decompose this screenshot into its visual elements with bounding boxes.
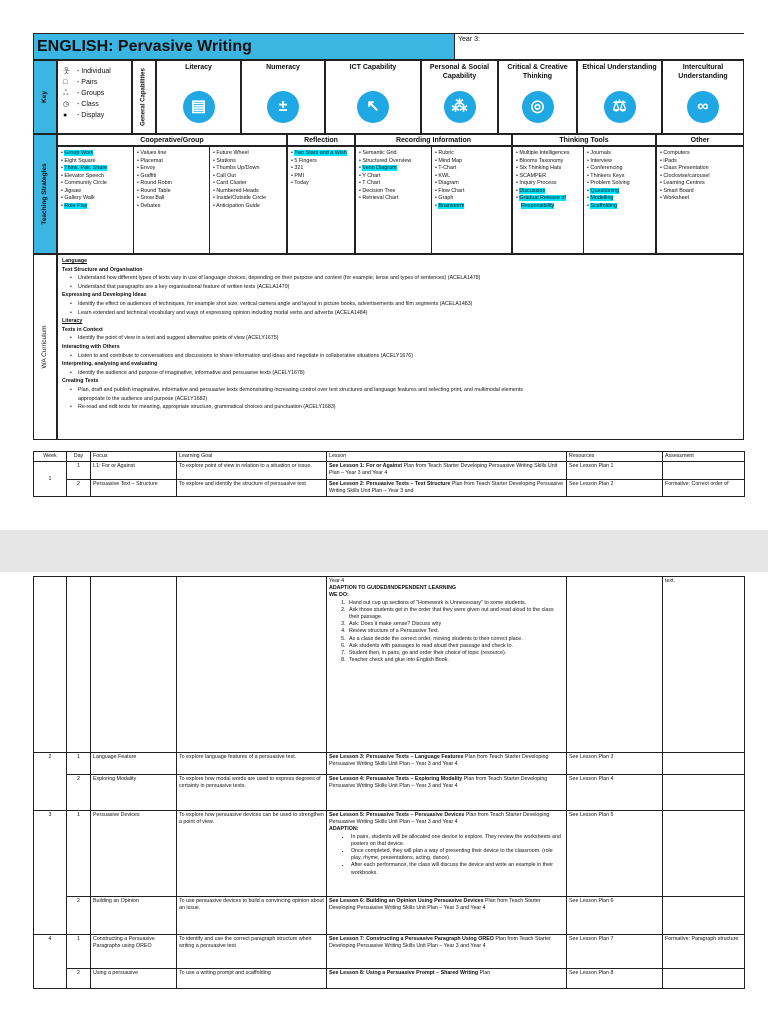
day-cell: 1	[67, 811, 91, 897]
strategy-item: • Semantic Grid	[359, 150, 429, 158]
strategy-item: • Values line	[137, 150, 207, 158]
numeracy-icon: ±	[267, 91, 299, 123]
capability-numeracy: Numeracy ±	[241, 60, 325, 134]
year-field[interactable]: Year 3:	[454, 34, 745, 59]
strategies-side-label: Teaching Strategies	[33, 134, 57, 254]
goal-cell: To explore how persuasive devices can be used to strengthen a point of view.	[177, 811, 327, 897]
day-cell: 2	[67, 479, 91, 496]
we-do-heading: WE DO:	[329, 592, 349, 599]
strategy-item: • Class Presentation	[660, 165, 741, 173]
strategy-item: • Anticipation Guide	[213, 203, 284, 211]
list-item: 7. Student then, in pairs, go and order their choice of topic (resource).	[347, 650, 564, 657]
strategy-item: • Flow Chart	[435, 188, 509, 196]
individual-icon: 웃	[63, 68, 70, 75]
goal-cell: To explore how modal words are used to express degrees of certainty in persuasive texts.	[177, 775, 327, 811]
display-icon: ●	[63, 112, 68, 119]
capability-personal-social: Personal & Social Capability ⁂	[421, 60, 498, 134]
sub-heading: Texts in Context	[62, 326, 103, 333]
strategy-item: • Community Circle	[61, 180, 131, 188]
strategy-item: • Scaffolding	[587, 203, 653, 211]
goal-cell	[177, 577, 327, 753]
strategy-head-reflection: Reflection	[287, 134, 355, 146]
strategy-item: • Round Robin	[137, 180, 207, 188]
list-item: 2. Ask those students get in the order that they were given out and read aloud to the class their passage.	[347, 607, 564, 621]
capability-literacy: Literacy ▤	[156, 60, 241, 134]
list-item: • Once completed, they will plan a way of presenting their device to the classroom. (role play, rhyme, presentations, acting, dance).	[351, 848, 564, 862]
strategy-list-thinking-1	[512, 146, 584, 254]
day-cell: 2	[67, 775, 91, 811]
strategy-head-other: Other	[656, 134, 744, 146]
strategy-head-thinking: Thinking Tools	[512, 134, 656, 146]
resources-cell	[567, 577, 663, 753]
week-cell	[34, 577, 67, 753]
goal-cell: To use persuasive devices to build a convincing opinion about an issue.	[177, 897, 327, 935]
strategy-item: • Journals	[587, 150, 653, 158]
table-row	[34, 462, 745, 479]
assessment-cell	[663, 462, 745, 479]
strategy-item: • Structured Overview	[359, 158, 429, 166]
strategy-list-recording-1	[355, 146, 432, 254]
resources-cell: See Lesson Plan 5	[567, 811, 663, 897]
resources-cell: See Lesson Plan 8	[567, 969, 663, 989]
outcome-item: • Re-read and edit texts for meaning, appropriate structure, grammatical choices and punctuation (ACELY1683)	[62, 403, 739, 412]
strategy-item: • Stations	[213, 158, 284, 166]
strategy-item: • Multiple Intelligences	[516, 150, 581, 158]
critical-thinking-icon: ◎	[522, 91, 554, 123]
strategy-item: • Debates	[137, 203, 207, 211]
key-item: 웃 - Individual	[63, 68, 111, 75]
sub-heading: Expressing and Developing Ideas	[62, 292, 147, 299]
intercultural-icon: ∞	[687, 91, 719, 123]
goal-cell: To use a writing prompt and scaffolding	[177, 969, 327, 989]
assessment-cell: text.	[663, 577, 745, 753]
strategy-item: • Six Thinking Hats	[516, 165, 581, 173]
strategy-item: • 321	[291, 165, 352, 173]
goal-cell: To identify and use the correct paragraph structure when writing a persuasive text.	[177, 935, 327, 969]
ethical-icon: ⚖	[604, 91, 636, 123]
strategy-item: • Questioning	[587, 188, 653, 196]
resources-cell: See Lesson Plan 2	[567, 479, 663, 496]
lesson-cell: See Lesson 7: Constructing a Persuasive Paragraph Using OREO Plan from Teach Starter Developing Persuasive Writing Skills Unit Plan – Year 3 and Year 4	[327, 935, 567, 969]
lesson-cell: See Lesson 1: For or Against Plan from Teach Starter Developing Persuasive Writing Skills Unit Plan – Year 3 and Year 4	[327, 462, 567, 479]
adaption-heading: ADAPTION TO GUIDED/INDEPENDENT LEARNING	[329, 585, 457, 592]
strategy-item: • Worksheet	[660, 195, 741, 203]
class-icon: ◷	[63, 101, 70, 108]
strategy-item: • Gradual Release of Responsibility	[516, 195, 581, 210]
strategy-item: • KWL	[435, 173, 509, 181]
strategy-list-coop-1	[57, 146, 134, 254]
column-header: Learning Goal	[177, 452, 327, 462]
strategy-list-coop-2	[134, 146, 210, 254]
focus-cell: Using a persuasive	[91, 969, 177, 989]
strategy-item: • Card Cluster	[213, 180, 284, 188]
column-header: Assessment	[663, 452, 745, 462]
table-row	[34, 935, 745, 969]
strategy-item: • Computers	[660, 150, 741, 158]
outcome-item: • Identify the point of view in a text and suggest alternative points of view (ACELY1675)	[62, 334, 739, 343]
sub-heading: Interpreting, analysing and evaluating	[62, 361, 158, 368]
strategy-head-recording: Recording Information	[355, 134, 512, 146]
strategy-item: • Modelling	[587, 195, 653, 203]
assessment-cell	[663, 897, 745, 935]
strategy-item: • Mind Map	[435, 158, 509, 166]
outcome-item: • Understand how different types of texts vary in use of language choices, depending on their purpose and context (for example, tense and types of sentences) (ACELA1478)	[62, 274, 739, 283]
strategy-item: • Think. Pair. Share	[61, 165, 131, 173]
strategy-item: • Graph	[435, 195, 509, 203]
strategy-item: • Blooms Taxonomy	[516, 158, 581, 166]
sub-heading: Interacting with Others	[62, 343, 120, 350]
lesson-table-continued	[33, 576, 745, 989]
strategy-item: • SCAMPER	[516, 173, 581, 181]
pairs-icon: □	[63, 79, 68, 86]
groups-icon: ஃ	[63, 90, 69, 97]
section-heading: Language	[62, 258, 88, 264]
strategy-item: • Thinkers Keys	[587, 173, 653, 181]
strategy-item: • Brainstorm	[435, 203, 509, 211]
strategy-item: • Inquiry Process	[516, 180, 581, 188]
strategy-item: • Venn Diagram	[359, 165, 429, 173]
curriculum-outcomes	[57, 254, 744, 440]
assessment-cell	[663, 811, 745, 897]
resources-cell: See Lesson Plan 4	[567, 775, 663, 811]
strategy-head-cooperative: Cooperative/Group	[57, 134, 287, 146]
strategy-list-reflection	[287, 146, 355, 254]
strategy-item: • Problem Solving	[587, 180, 653, 188]
personal-social-icon: ⁂	[444, 91, 476, 123]
day-cell: 1	[67, 462, 91, 479]
capability-ethical: Ethical Understanding ⚖	[577, 60, 662, 134]
strategy-item: • Discussion	[516, 188, 581, 196]
strategy-item: • Smart Board	[660, 188, 741, 196]
outcome-item: • Plan, draft and publish imaginative, informative and persuasive texts demonstrating increasing control over text structures and language features and selecting print, and multimodal elements	[62, 386, 739, 395]
capability-ict: ICT Capability ↖	[325, 60, 421, 134]
outcome-item-continued: appropriate to the audience and purpose (ACELY1682)	[78, 395, 208, 402]
outcome-item: • Identify the effect on audiences of techniques, for example shot size, vertical camera angle and layout in picture books, advertisements and film segments (ACELA1483)	[62, 300, 739, 309]
strategy-list-recording-2	[432, 146, 512, 254]
strategy-item: • Snow Ball	[137, 195, 207, 203]
key-legend	[57, 60, 132, 134]
strategy-item: • 5 Fingers	[291, 158, 352, 166]
page-title: ENGLISH: Pervasive Writing	[37, 38, 252, 55]
key-side-label: Key	[33, 60, 57, 134]
strategy-item: • Decision Tree	[359, 188, 429, 196]
focus-cell	[91, 577, 177, 753]
table-row	[34, 897, 745, 935]
column-header: Focus	[91, 452, 177, 462]
strategy-item: • Today	[291, 180, 352, 188]
outcome-item: • Identify the audience and purpose of imaginative, informative and persuasive texts (ACELY1678)	[62, 369, 739, 378]
literacy-icon: ▤	[183, 91, 215, 123]
strategy-item: • Group Work	[61, 150, 131, 158]
day-cell: 2	[67, 897, 91, 935]
list-item: 5. As a class decide the correct order, moving students to their correct place.	[347, 636, 564, 643]
list-item: 4. Review structure of a Persuasive Text.	[347, 628, 564, 635]
ict-icon: ↖	[357, 91, 389, 123]
strategy-item: • Placemat	[137, 158, 207, 166]
strategy-item: • Numbered Heads	[213, 188, 284, 196]
resources-cell: See Lesson Plan 1	[567, 462, 663, 479]
lesson-cell: See Lesson 2: Persuasive Texts – Text Structure Plan from Teach Starter Developing Persuasive Writing Skills Unit Plan – Year 3 and	[327, 479, 567, 496]
lesson-table	[33, 451, 745, 497]
resources-cell: See Lesson Plan 3	[567, 753, 663, 775]
capability-intercultural: Intercultural Understanding ∞	[662, 60, 744, 134]
key-item: □ - Pairs	[63, 79, 98, 86]
table-row	[34, 969, 745, 989]
lesson-cell: See Lesson 6: Building an Opinion Using Persuasive Devices Plan from Teach Starter Developing Persuasive Writing Skills Unit Plan – Year 3 and Year 4	[327, 897, 567, 935]
strategy-item: • Inside/Outside Circle	[213, 195, 284, 203]
resources-cell: See Lesson Plan 6	[567, 897, 663, 935]
column-header: Week	[34, 452, 67, 462]
lesson-cell: See Lesson 5: Persuasive Texts – Persuasive Devices Plan from Teach Starter Developing Persuasive Writing Skills Unit Plan – Year 3 and Year 4 ADAPTION: • In pairs, students will be allocated one device to explore. They review the worksheets and posters on that device. • Once completed, they will plan a way of presenting their device to the classroom. (role play, rhyme, presentations, acting, dance). • After each performance, the class will discuss the device and write an example in their workbooks.	[327, 811, 567, 897]
focus-cell: Building an Opinion	[91, 897, 177, 935]
strategy-item: • Future Wheel	[213, 150, 284, 158]
lesson-cell: See Lesson 3: Persuasive Texts – Language Features Plan from Teach Starter Developing Persuasive Writing Skills Unit Plan – Year 3 and Year 4	[327, 753, 567, 775]
key-item: ஃ - Groups	[63, 90, 105, 97]
strategy-item: • Gallery Walk	[61, 195, 131, 203]
strategy-item: • Round Table	[137, 188, 207, 196]
list-item: • In pairs, students will be allocated one device to explore. They review the worksheets and posters on that device.	[351, 834, 564, 848]
strategy-item: • Rubric	[435, 150, 509, 158]
lesson-cell: See Lesson 4: Persuasive Texts – Exploring Modality Plan from Teach Starter Developing Persuasive Writing Skills Unit Plan – Year 3 and Year 4	[327, 775, 567, 811]
adaption-heading: ADAPTION:	[329, 826, 359, 833]
list-item: • After each performance, the class will discuss the device and write an example in their workbooks.	[351, 862, 564, 876]
strategy-item: • Interview	[587, 158, 653, 166]
focus-cell: Language Feature	[91, 753, 177, 775]
column-header: Day	[67, 452, 91, 462]
outcome-item: • Learn extended and technical vocabulary and ways of expressing opinion including modal verbs and adverbs (ACELA1484)	[62, 309, 739, 318]
goal-cell: To explore language features of a persuasive text.	[177, 753, 327, 775]
assessment-cell	[663, 753, 745, 775]
assessment-cell	[663, 969, 745, 989]
focus-cell: Constructing a Persuasive Paragraphs using OREO	[91, 935, 177, 969]
lesson-steps	[329, 600, 564, 665]
strategy-item: • Conferencing	[587, 165, 653, 173]
strategy-item: • Eight Square	[61, 158, 131, 166]
sub-heading: Text Structure and Organisation	[62, 266, 143, 273]
strategy-item: • Jigsaw	[61, 188, 131, 196]
adaption-bullets	[329, 834, 564, 877]
strategy-list-thinking-2	[584, 146, 656, 254]
strategy-list-coop-3	[210, 146, 287, 254]
strategy-item: • Retrieval Chart	[359, 195, 429, 203]
day-cell: 2	[67, 969, 91, 989]
assessment-cell	[663, 775, 745, 811]
list-item: 1. Hand out cup up sections of "Homework is Unnecessary" to some students.	[347, 600, 564, 607]
strategy-item: • Envoy	[137, 165, 207, 173]
week-cell: 1	[34, 462, 67, 497]
outcome-item: • Listen to and contribute to conversations and discussions to share information and ideas and negotiate in collaborative situations (ACELY1676)	[62, 352, 739, 361]
strategy-item: • Two Stars and a Wish	[291, 150, 352, 158]
assessment-cell: Formative: Paragraph structure	[663, 935, 745, 969]
day-cell: 1	[67, 753, 91, 775]
strategy-item: • Clockwise/carousel	[660, 173, 741, 181]
curriculum-side-label: WA Curriculum	[33, 254, 57, 440]
strategy-item: • Diagram	[435, 180, 509, 188]
lesson-cell: See Lesson 8: Using a Persuasive Prompt – Shared Writing Plan	[327, 969, 567, 989]
strategy-item: • Elevator Speech	[61, 173, 131, 181]
strategy-item: • T Chart	[359, 180, 429, 188]
table-header-row	[34, 452, 745, 462]
key-item: ● - Display	[63, 112, 105, 119]
table-row	[34, 775, 745, 811]
table-row	[34, 577, 745, 753]
strategy-list-other	[656, 146, 744, 254]
list-item: 6. Ask students with passages to read aloud their passage and check to.	[347, 643, 564, 650]
goal-cell: To explore and identify the structure of persuasive text	[177, 479, 327, 496]
strategy-item: • iPads	[660, 158, 741, 166]
table-row	[34, 753, 745, 775]
strategy-item: • Call Out	[213, 173, 284, 181]
week-cell: 3	[34, 811, 67, 935]
focus-cell: Persuasive Devices	[91, 811, 177, 897]
key-item: ◷ - Class	[63, 101, 99, 108]
strategy-item: • Graffiti	[137, 173, 207, 181]
focus-cell: Exploring Modality	[91, 775, 177, 811]
week-cell: 2	[34, 753, 67, 811]
table-row	[34, 811, 745, 897]
lesson-cell: Year 4 ADAPTION TO GUIDED/INDEPENDENT LEARNING WE DO: 1. Hand out cup up sections of "Homework is Unnecessary" to some students. 2. Ask those students get in the order that they were given out and read aloud to the class their passage. 3. Ask: Does it make sense? Discuss why 4. Review structure of a Persuasive Text. 5. As a class decide the correct order, moving students to their correct place. 6. Ask students with passages to read aloud their passage and check to. 7. Student then, in pairs, go and order their choice of topic (resource). 8. Teacher check and glue into English Book.	[327, 577, 567, 753]
week-cell: 4	[34, 935, 67, 989]
focus-cell: L1: For or Against	[91, 462, 177, 479]
table-row	[34, 479, 745, 496]
strategy-item: • Y Chart	[359, 173, 429, 181]
strategy-item: • T-Chart	[435, 165, 509, 173]
strategy-item: • Role Play	[61, 203, 131, 211]
list-item: 8. Teacher check and glue into English Book.	[347, 657, 564, 664]
day-cell	[67, 577, 91, 753]
sub-heading: Creating Texts	[62, 378, 99, 385]
document-header	[33, 33, 744, 60]
resources-cell: See Lesson Plan 7	[567, 935, 663, 969]
section-heading: Literacy	[62, 318, 83, 325]
focus-cell: Persuasive Text – Structure	[91, 479, 177, 496]
strategy-item: • PMI	[291, 173, 352, 181]
capability-critical-creative: Critical & Creative Thinking ◎	[498, 60, 577, 134]
day-cell: 1	[67, 935, 91, 969]
outcome-item: • Understand that paragraphs are a key organisational feature of written texts (ACELA1479)	[62, 283, 739, 292]
general-capabilities-label: General Capabilities	[132, 60, 156, 134]
list-item: 3. Ask: Does it make sense? Discuss why	[347, 621, 564, 628]
column-header: Lesson	[327, 452, 567, 462]
assessment-cell: Formative: Correct order of	[663, 479, 745, 496]
goal-cell: To explore point of view in relation to a situation or issue.	[177, 462, 327, 479]
document-page-2	[0, 572, 768, 1024]
strategy-item: • Learning Centres	[660, 180, 741, 188]
column-header: Resources	[567, 452, 663, 462]
strategy-item: • Thumbs Up/Down	[213, 165, 284, 173]
